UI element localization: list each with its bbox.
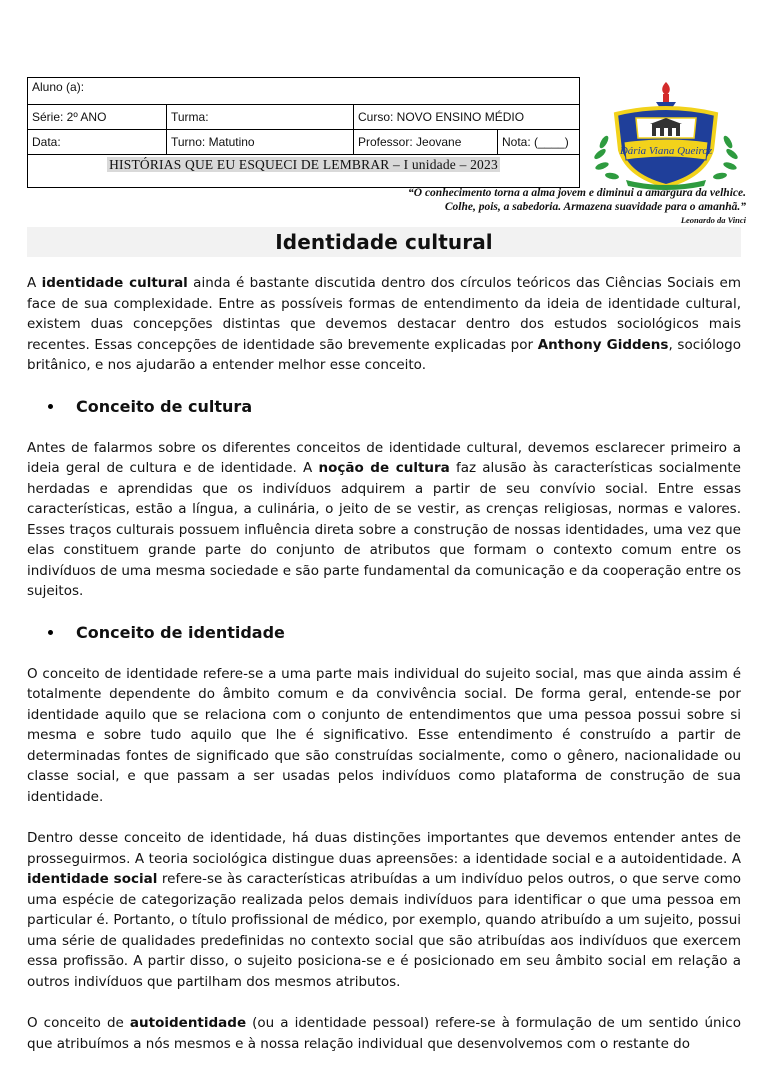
document-body xyxy=(27,273,741,1075)
aluno-field xyxy=(28,78,580,105)
turno-field xyxy=(167,130,354,155)
identidade-paragraph-2 xyxy=(27,828,741,992)
title-band xyxy=(27,227,741,257)
data-label: Data: xyxy=(32,135,61,149)
data-field xyxy=(28,130,167,155)
section-heading-identidade xyxy=(45,623,741,643)
section-heading-cultura xyxy=(45,397,741,417)
document-title: Identidade cultural xyxy=(275,230,493,254)
identidade-bold-1: identidade social xyxy=(27,871,158,887)
epigraph-quote xyxy=(306,186,746,227)
turma-field xyxy=(167,105,354,130)
intro-paragraph xyxy=(27,273,741,376)
intro-text-2: ainda é bastante discutida dentro dos círculos teóricos das Ciências Sociais em face de sua complexidade. Entre as possíveis formas de entendimento da ideia de identidade cultural, existem duas concepções distintas que devemos destacar dentro dos estudos sociológicos mais recentes. Essas concepções de identidade são brevemente explicadas por xyxy=(27,275,741,353)
nota-field xyxy=(498,130,580,155)
section-heading-text: Conceito de identidade xyxy=(76,622,285,642)
school-logo xyxy=(586,80,746,190)
turno-label: Turno: Matutino xyxy=(171,135,255,149)
serie-label: Série: 2º ANO xyxy=(32,110,107,124)
section-heading-text: Conceito de cultura xyxy=(76,396,253,416)
curso-label: Curso: NOVO ENSINO MÉDIO xyxy=(358,110,525,124)
identidade-text-2: refere-se às características atribuídas a um indivíduo pelos outros, o que serve como uma espécie de categorização realizada pelos demais indivíduos para identificar o que uma pessoa em particular é. Portanto, o título profissional de médico, por exemplo, quando atribuído a um sujeito, possui uma série de qualidades predefinidas no contexto social que são atribuídas aos indivíduos que exercem essa profissão. A partir disso, o sujeito posiciona-se e é posicionado em seu âmbito social em relação a outros indivíduos que partilham dos mesmos atributos. xyxy=(27,871,742,990)
identidade-paragraph-1: O conceito de identidade refere-se a uma parte mais individual do sujeito social, mas que ainda assim é totalmente dependente do âmbito comum e da convivência social. De forma geral, entende-se por identidade aquilo que se relaciona com o conjunto de entendimentos que uma pessoa possui sobre si mesma e sobre tudo aquilo que lhe é significativo. Esse entendimento é construído a partir de determinadas fontes de significado que são construídas socialmente, como o gênero, nacionalidade ou classe social, e que passam a ser usadas pelos indivíduos como plataforma de construção de sua identidade. xyxy=(27,665,741,805)
nota-label: Nota: (____) xyxy=(502,135,569,149)
aluno-label: Aluno (a): xyxy=(32,80,85,94)
intro-bold-1: identidade cultural xyxy=(41,275,188,291)
identidade-paragraph-3 xyxy=(27,1013,741,1054)
quote-line-2: Colhe, pois, a sabedoria. Armazena suavidade para o amanhã.” xyxy=(444,201,746,213)
identidade-text-1: Dentro desse conceito de identidade, há duas distinções importantes que devemos entender antes de prosseguirmos. A teoria sociológica distingue duas apreensões: a identidade social e a autoidentidade. A xyxy=(27,830,741,867)
cultura-text-1: Antes de falarmos sobre os diferentes conceitos de identidade cultural, devemos esclarecer primeiro a ideia geral de cultura e de identidade. A xyxy=(27,439,741,476)
quote-line-1: “O conhecimento torna a alma jovem e diminui a amargura da velhice. xyxy=(408,187,746,199)
cultura-bold-1: noção de cultura xyxy=(318,460,450,476)
intro-text-1: A xyxy=(27,275,42,291)
header-table xyxy=(27,77,580,188)
cultura-paragraph xyxy=(27,438,741,602)
cultura-text-2: faz alusão às características socialmente herdadas e aprendidas que os indivíduos adquirem a partir de seu convívio social. Entre essas características, estão a língua, a culinária, o jeito de se vestir, as crenças religiosas, normas e valores. Esses traços culturais possuem influência direta sobre a construção de nossas identidades, uma vez que elas constituem grande parte do conjunto de atributos que formam o contexto comum entre os indivíduos de uma mesma sociedade e são parte fundamental da comunicação e da cooperação entre os sujeitos. xyxy=(27,460,741,599)
unit-title-cell xyxy=(28,155,580,188)
logo-school-name: Dária Viana Queiroz xyxy=(619,145,713,157)
professor-field xyxy=(354,130,498,155)
serie-field xyxy=(28,105,167,130)
professor-label: Professor: Jeovane xyxy=(358,135,462,149)
autoidentidade-text-1: O conceito de xyxy=(27,1015,130,1031)
curso-field xyxy=(354,105,580,130)
bullet-icon xyxy=(48,404,53,409)
autoidentidade-bold-1: autoidentidade xyxy=(129,1015,247,1031)
intro-text-3: , sociólogo britânico, e nos ajudarão a entender melhor esse conceito. xyxy=(27,336,741,373)
turma-label: Turma: xyxy=(171,110,209,124)
torch-icon xyxy=(656,82,676,108)
intro-bold-2: Anthony Giddens xyxy=(537,336,669,353)
unit-title: HISTÓRIAS QUE EU ESQUECI DE LEMBRAR – I unidade – 2023 xyxy=(109,157,498,172)
autoidentidade-text-2: (ou a identidade pessoal) refere-se à formulação de um sentido único que atribuímos a nós mesmos e à nossa relação individual que desenvolvemos com o restante do xyxy=(27,1015,741,1052)
quote-author: Leonardo da Vinci xyxy=(680,215,746,225)
bullet-icon xyxy=(48,630,53,635)
